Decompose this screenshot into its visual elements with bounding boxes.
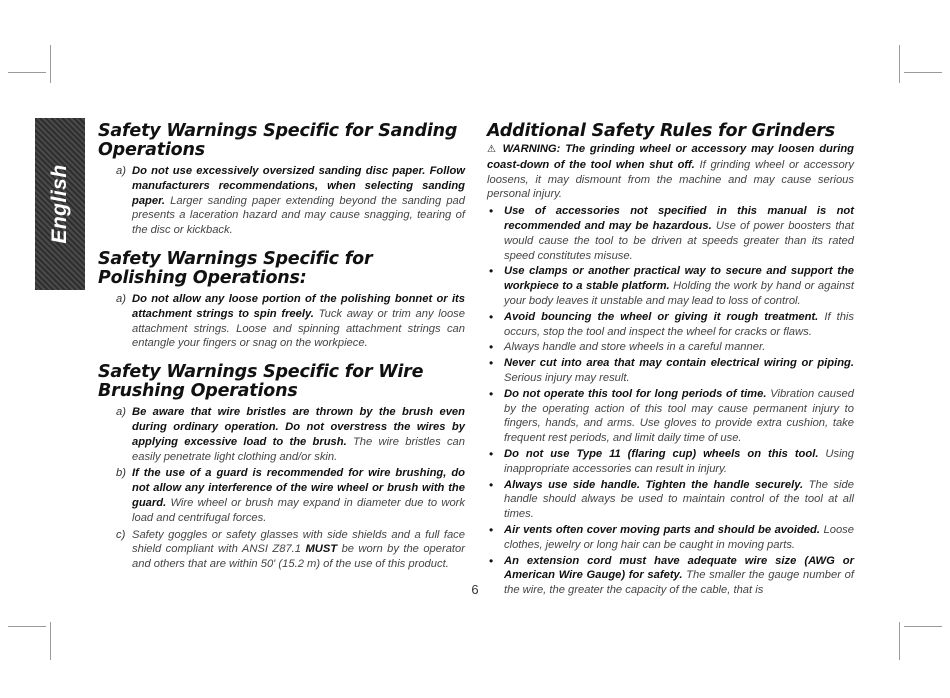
section-title-wire-brushing: Safety Warnings Specific for Wire Brushing Operations <box>98 362 424 402</box>
list-item <box>487 310 854 340</box>
grinder-rules-list <box>487 204 854 598</box>
list-item <box>98 292 465 351</box>
item-lead: Do not operate this tool for long periods of time. <box>504 387 767 400</box>
item-body: Serious injury may result. <box>504 371 630 384</box>
item-body: Loose clothes, jewelry or long hair can be caught in moving parts. <box>504 523 854 551</box>
polishing-list <box>98 292 465 351</box>
item-lead: Use clamps or another practical way to secure and support the workpiece to a stable platform. <box>504 265 854 293</box>
item-lead: Be aware that wire bristles are thrown by the brush even during ordinary operation. Do not overstress the wires by applying excessive load to the brush. <box>132 406 465 448</box>
item-lead: Always use side handle. Tighten the handle securely. <box>504 478 804 491</box>
warning-icon: ⚠ <box>487 144 498 155</box>
item-lead: Use of accessories not specified in this manual is not recommended and may be hazardous. <box>504 205 854 232</box>
crop-mark-bottom-left-vertical <box>50 622 51 660</box>
list-item <box>98 528 465 572</box>
crop-mark-top-left-horizontal <box>8 72 46 73</box>
list-item <box>487 204 854 263</box>
item-lead: Do not allow any loose portion of the polishing bonnet or its attachment strings to spin freely. <box>132 292 465 320</box>
item-body: Tuck away or trim any loose attachment strings. Loose and spinning attachment strings can entangle your fingers or snag on the workpiece. <box>132 307 465 350</box>
sanding-list <box>98 164 465 238</box>
item-body: Using inappropriate accessories can result in injury. <box>504 447 854 475</box>
list-item <box>487 387 854 446</box>
crop-mark-bottom-left-horizontal <box>8 626 46 627</box>
list-item <box>487 356 854 386</box>
list-item <box>98 405 465 464</box>
section-title-grinders: Additional Safety Rules for Grinders <box>487 121 835 141</box>
list-item <box>487 447 854 477</box>
item-body: The side handle should always be used to maintain control of the tool at all times. <box>504 478 854 521</box>
item-lead: Do not use Type 11 (flaring cup) wheels on this tool. <box>504 447 819 460</box>
crop-mark-bottom-right-horizontal <box>904 626 942 627</box>
wire-brushing-list <box>98 405 465 572</box>
language-tab-label: English <box>48 164 71 244</box>
item-body: Holding the work by hand or against your body leaves it unstable and may lead to loss of control. <box>504 280 854 307</box>
left-column <box>98 122 465 574</box>
item-body: The smaller the gauge number of the wire, the greater the capacity of the cable, that is <box>504 569 854 597</box>
item-body-post: be worn by the operator and others that are within 50' (15.2 m) of the use of this product. <box>132 543 465 571</box>
item-label: a) <box>116 165 126 177</box>
list-item <box>98 164 465 238</box>
item-lead: Never cut into area that may contain electrical wiring or piping. <box>504 357 854 370</box>
section-title-sanding: Safety Warnings Specific for Sanding Operations <box>98 121 458 160</box>
item-lead: An extension cord must have adequate wire size (AWG or American Wire Gauge) for safety. <box>504 554 854 582</box>
crop-mark-top-right-vertical <box>899 45 900 83</box>
item-body: The wire bristles can easily penetrate light clothing and/or skin. <box>132 435 465 463</box>
item-strong: MUST <box>305 543 338 556</box>
page-number: 6 <box>471 582 479 597</box>
item-body: Always handle and store wheels in a careful manner. <box>504 341 766 354</box>
item-body: Use of power boosters that would cause the tool to be driven at speeds greater than its rated speed constitutes misuse. <box>504 219 854 262</box>
crop-mark-bottom-right-vertical <box>899 622 900 660</box>
list-item <box>98 466 465 525</box>
list-item <box>487 523 854 553</box>
list-item <box>487 340 854 355</box>
item-lead: Do not use excessively oversized sanding disc paper. Follow manufacturers recommendations, when selecting sanding paper. <box>132 165 465 207</box>
warning-paragraph <box>487 142 854 202</box>
item-body: If this occurs, stop the tool and inspect the wheel for cracks or flaws. <box>504 310 854 338</box>
item-lead: If the use of a guard is recommended for wire brushing, do not allow any interference of the wire wheel or brush with the guard. <box>132 467 465 509</box>
warning-body: If grinding wheel or accessory loosens, it may dismount from the machine and may cause serious personal injury. <box>487 158 854 201</box>
list-item <box>487 264 854 308</box>
item-label: c) <box>116 528 126 541</box>
item-body: Wire wheel or brush may expand in diameter due to work load and centrifugal forces. <box>132 496 465 524</box>
item-body: Larger sanding paper extending beyond the sanding pad presents a laceration hazard and may cause snagging, tearing of the disc or kickback. <box>132 194 465 237</box>
item-body-pre: Safety goggles or safety glasses with side shields and a full face shield compliant with ANSI Z87.1 <box>132 528 465 556</box>
list-item <box>487 478 854 522</box>
warning-lead: WARNING: The grinding wheel or accessory may loosen during coast-down of the tool when shut off. <box>487 143 854 171</box>
crop-mark-top-right-horizontal <box>904 72 942 73</box>
item-label: a) <box>116 292 126 305</box>
item-label: b) <box>116 467 126 480</box>
item-lead: Avoid bouncing the wheel or giving it rough treatment. <box>504 310 819 323</box>
item-lead: Air vents often cover moving parts and should be avoided. <box>504 523 820 536</box>
crop-mark-top-left-vertical <box>50 45 51 83</box>
language-tab <box>35 118 85 290</box>
section-title-polishing: Safety Warnings Specific for Polishing Operations: <box>98 248 373 288</box>
right-column <box>487 122 854 599</box>
item-body: Vibration caused by the operating action of this tool may cause permanent injury to fingers, hands, and arms. Use gloves to provide extra cushion, take frequent rest periods, and limit daily time of use. <box>504 387 854 445</box>
item-label: a) <box>116 406 126 419</box>
